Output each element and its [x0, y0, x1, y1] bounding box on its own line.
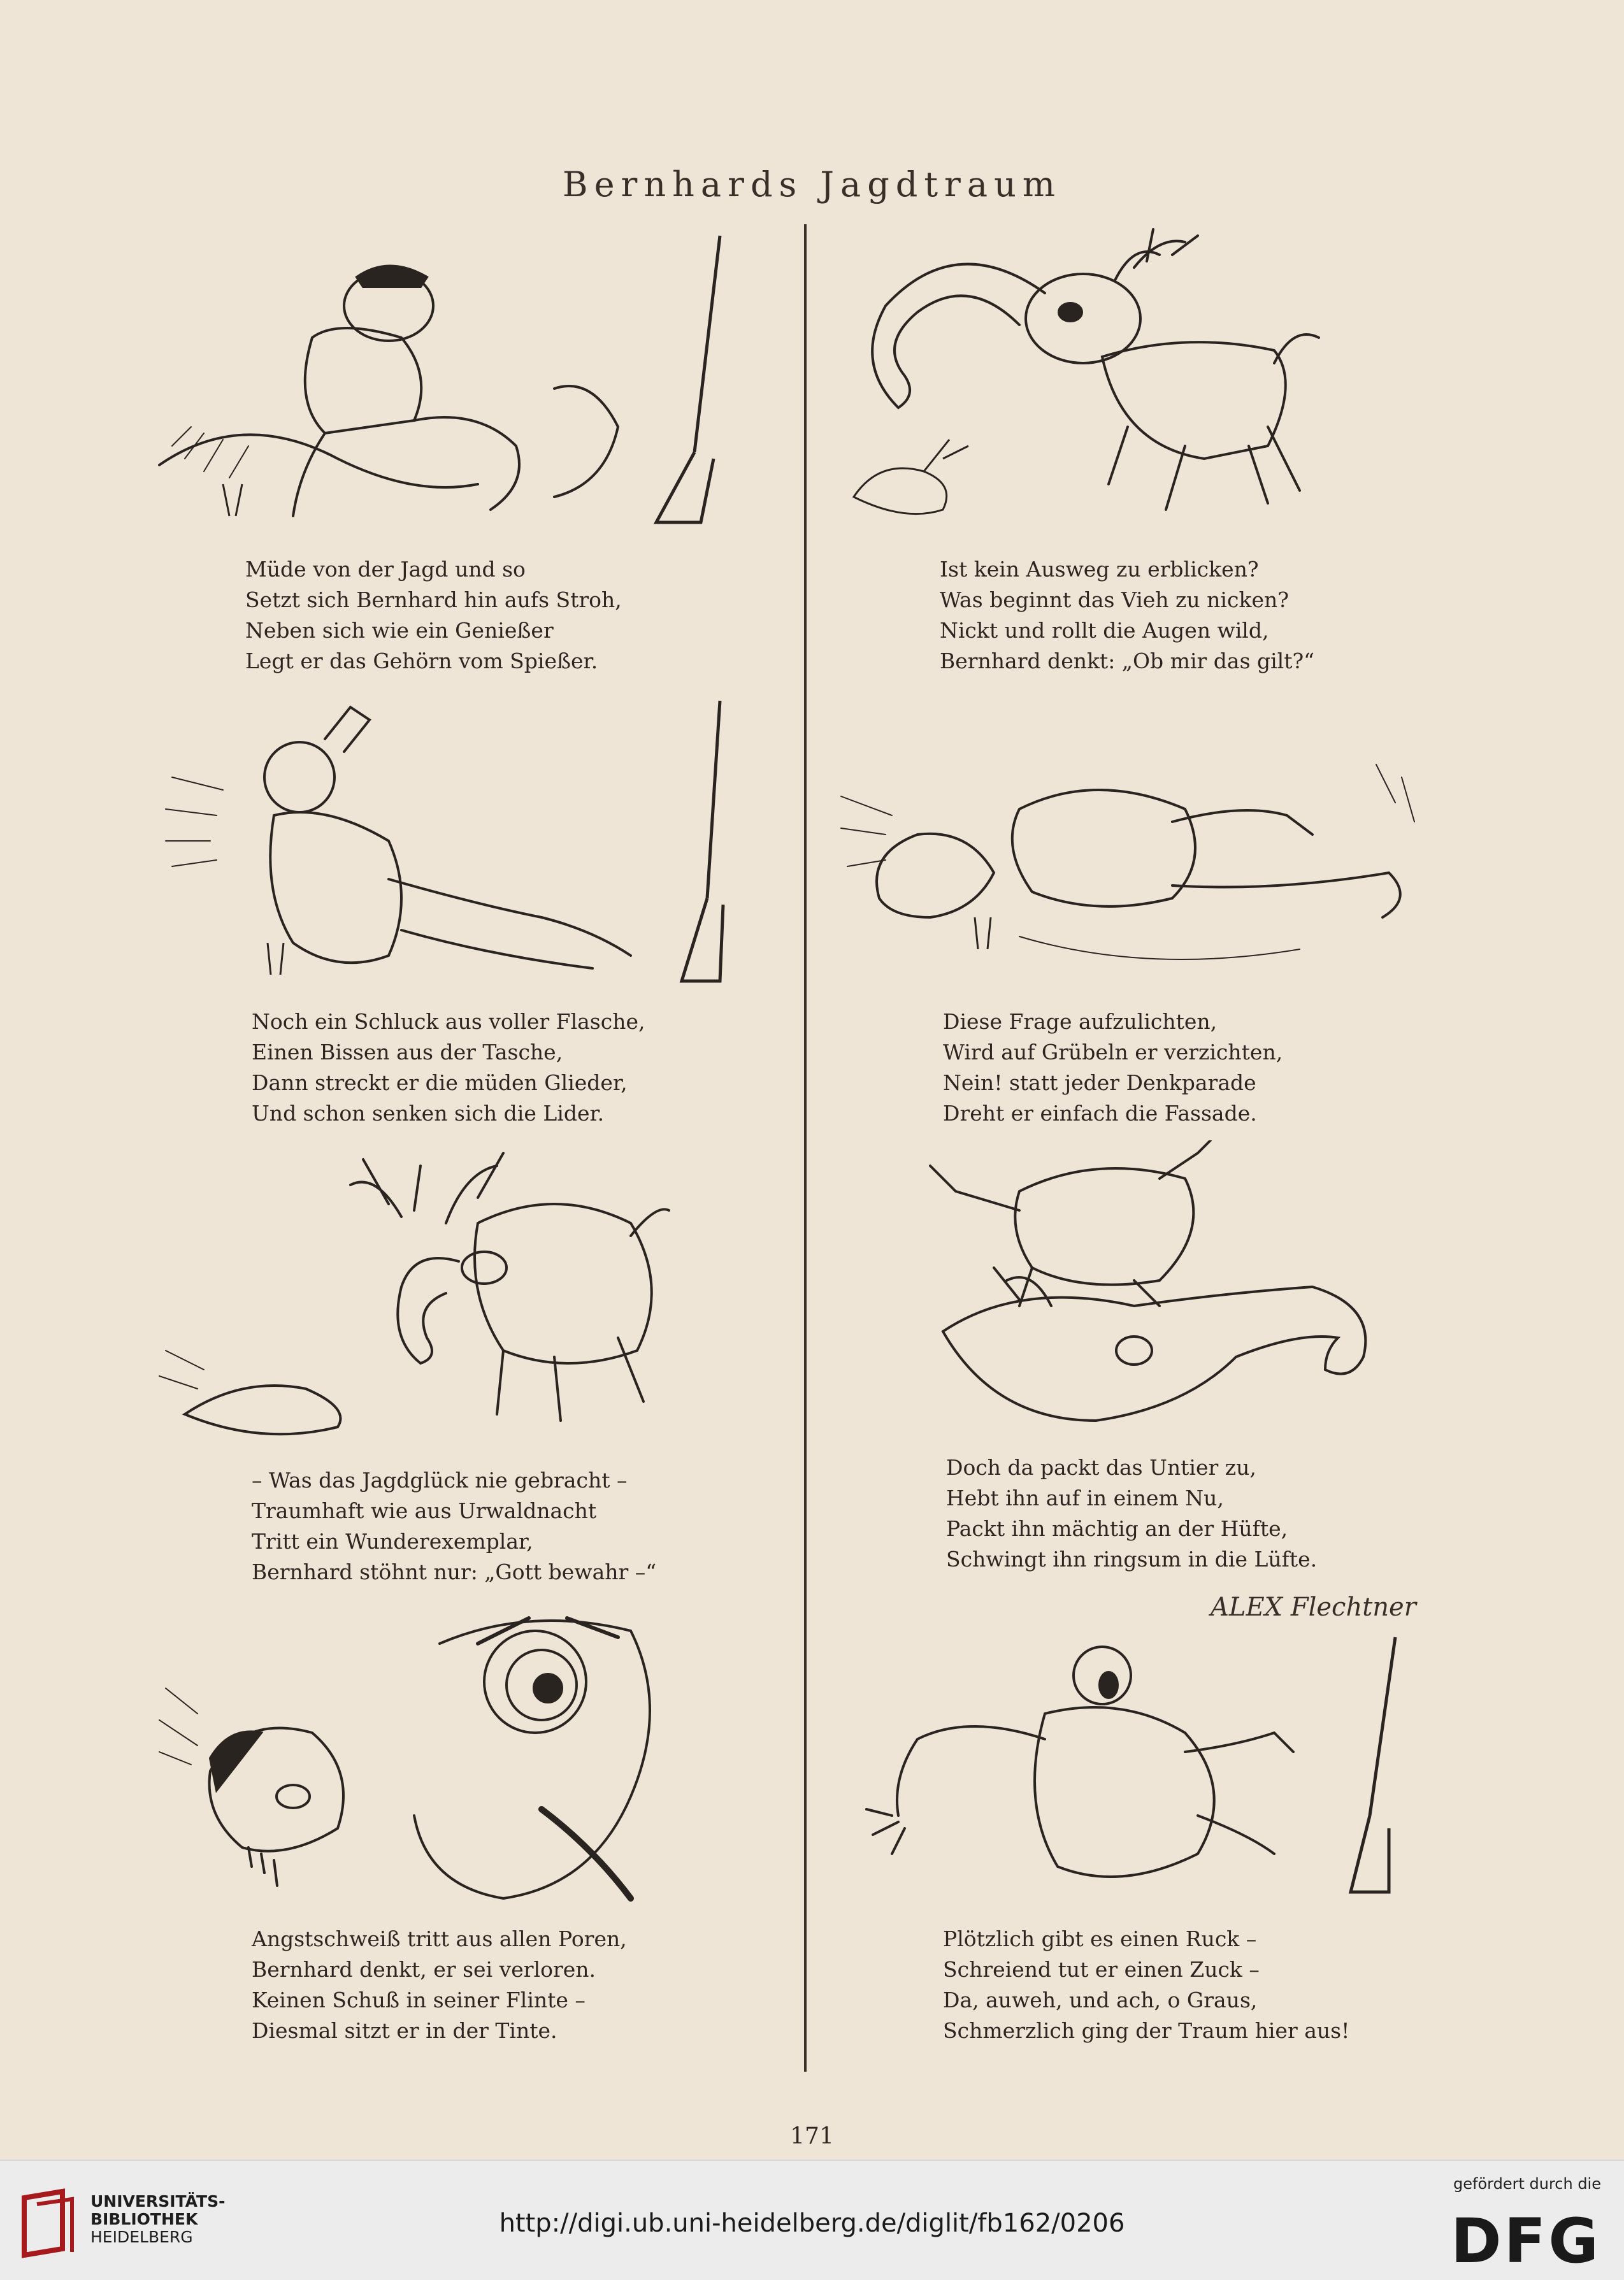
verse-line: Hebt ihn auf in einem Nu, — [946, 1486, 1224, 1510]
verse-line: Setzt sich Bernhard hin aufs Stroh, — [245, 587, 622, 612]
verse-6 — [946, 1452, 1317, 1575]
verse-line: Traumhaft wie aus Urwaldnacht — [252, 1498, 597, 1523]
verse-line: Schreiend tut er einen Zuck – — [943, 1957, 1260, 1982]
verse-line: Doch da packt das Untier zu, — [946, 1455, 1256, 1480]
verse-line: Legt er das Gehörn vom Spießer. — [245, 649, 598, 673]
verse-line: Einen Bissen aus der Tasche, — [252, 1040, 563, 1065]
verse-line: Noch ein Schluck aus voller Flasche, — [252, 1009, 645, 1034]
verse-8 — [943, 1924, 1349, 2046]
verse-line: Dreht er einfach die Fassade. — [943, 1101, 1257, 1126]
verse-line: Plötzlich gibt es einen Ruck – — [943, 1926, 1257, 1951]
permalink-url[interactable]: http://digi.ub.uni-heidelberg.de/diglit/fb162/0206 — [499, 2209, 1125, 2238]
verse-line: Schmerzlich ging der Traum hier aus! — [943, 2018, 1350, 2043]
verse-line: Wird auf Grübeln er verzichten, — [943, 1040, 1283, 1065]
funding-caption: gefördert durch die — [1453, 2175, 1601, 2193]
verse-line: Diese Frage aufzulichten, — [943, 1009, 1218, 1034]
verse-4 — [943, 1007, 1283, 1129]
library-name-line: UNIVERSITÄTS- — [90, 2192, 226, 2211]
verse-line: Tritt ein Wunderexemplar, — [252, 1529, 533, 1554]
verse-line: Neben sich wie ein Genießer — [245, 618, 554, 643]
verse-line: Bernhard denkt: „Ob mir das gilt?“ — [940, 649, 1315, 673]
verse-line: Ist kein Ausweg zu erblicken? — [940, 557, 1259, 582]
illustration-hunter-face-down — [828, 707, 1440, 981]
verse-3 — [252, 1007, 645, 1129]
illustration-giant-eye — [147, 1605, 758, 1911]
verse-line: Packt ihn mächtig an der Hüfte, — [946, 1516, 1288, 1541]
verse-line: Angstschweiß tritt aus allen Poren, — [252, 1926, 627, 1951]
verse-line: Müde von der Jagd und so — [245, 557, 526, 582]
verse-line: Dann streckt er die müden Glieder, — [252, 1070, 628, 1095]
verse-1 — [245, 554, 622, 677]
dfg-logo[interactable]: DFG — [1450, 2205, 1601, 2277]
verse-line: Keinen Schuß in seiner Flinte – — [252, 1988, 586, 2012]
verse-line: Diesmal sitzt er in der Tinte. — [252, 2018, 557, 2043]
verse-line: Schwingt ihn ringsum in die Lüfte. — [946, 1547, 1318, 1572]
verse-line: Was beginnt das Vieh zu nicken? — [940, 587, 1289, 612]
verse-2 — [940, 554, 1314, 677]
verse-7 — [252, 1924, 627, 2046]
verse-line: Nein! statt jeder Denkparade — [943, 1070, 1256, 1095]
column-divider — [804, 224, 807, 2072]
verse-line: Nickt und rollt die Augen wild, — [940, 618, 1269, 643]
page-title: Bernhards Jagdtraum — [562, 164, 1062, 204]
verse-line: Bernhard stöhnt nur: „Gott bewahr –“ — [252, 1559, 657, 1584]
page-number: 171 — [790, 2123, 834, 2149]
illustration-beast-lifts-hunter — [828, 1140, 1440, 1446]
illustration-elephant-stag — [828, 217, 1440, 535]
library-name-line: BIBLIOTHEK — [90, 2210, 198, 2228]
illustration-drinking-hunter — [147, 688, 758, 987]
illustration-hunter-wakes — [828, 1624, 1440, 1911]
viewer-footer — [0, 2160, 1624, 2280]
artist-signature: ALEX Flechtner — [1211, 1593, 1416, 1622]
library-name-line: HEIDELBERG — [90, 2228, 193, 2246]
illustration-wonder-beast — [147, 1147, 758, 1452]
verse-line: Und schon senken sich die Lider. — [252, 1101, 605, 1126]
verse-line: – Was das Jagdglück nie gebracht – — [252, 1468, 628, 1493]
verse-line: Da, auweh, und ach, o Graus, — [943, 1988, 1258, 2012]
verse-line: Bernhard denkt, er sei verloren. — [252, 1957, 596, 1982]
verse-5 — [252, 1465, 656, 1588]
illustration-sitting-hunter — [147, 217, 758, 535]
